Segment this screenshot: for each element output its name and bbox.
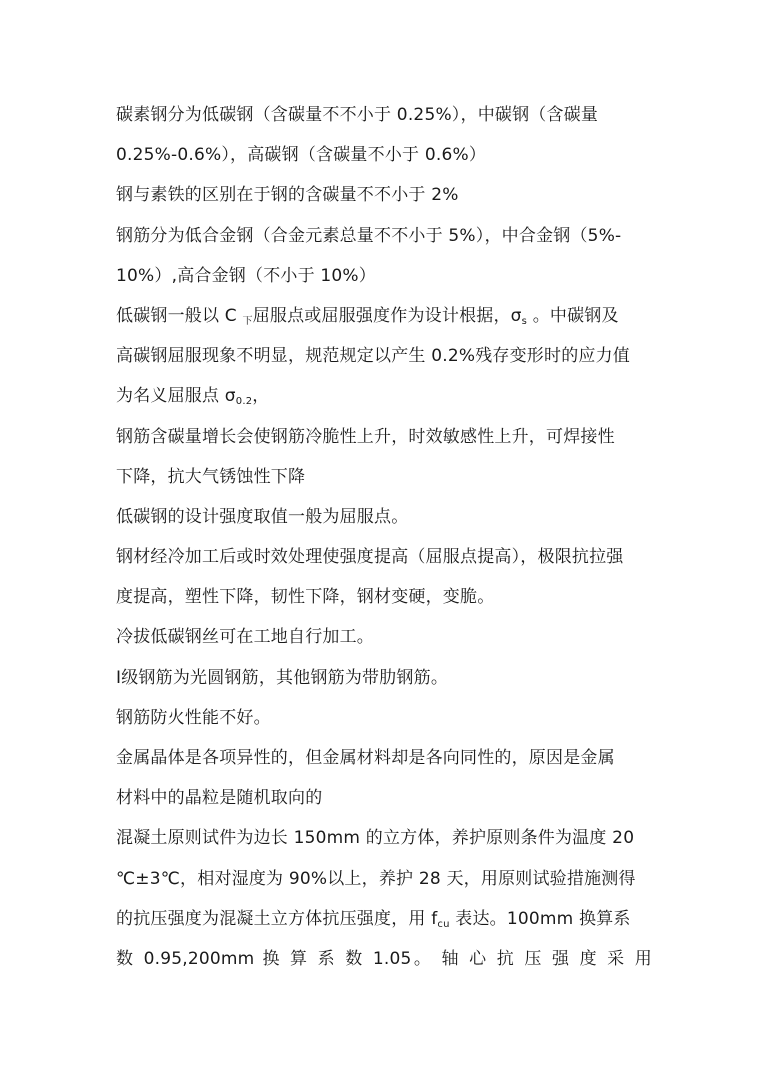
text: 屈服点或屈服强度作为设计根据，σ: [252, 305, 522, 326]
text-line-fcu: [116, 905, 652, 945]
text: 为名义屈服点 σ: [116, 386, 236, 407]
text-line: 度提高，塑性下降，韧性下降，钢材变硬，变脆。: [116, 587, 495, 608]
text-line: 冷拔低碳钢丝可在工地自行加工。: [116, 627, 374, 648]
text-line: Ⅰ级钢筋为光圆钢筋，其他钢筋为带肋钢筋。: [116, 667, 449, 688]
text-line: 钢筋分为低合金钢（合金元素总量不不小于 5%），中合金钢（5%-: [116, 225, 622, 246]
subscript: s: [521, 315, 528, 327]
text: ，: [252, 386, 270, 407]
subscript: 下: [242, 315, 253, 327]
text-line: ℃±3℃，相对湿度为 90%以上，养护 28 天，用原则试验措施测得: [116, 868, 636, 889]
text-line-yield-basis: [116, 302, 652, 342]
text-line: 钢筋防火性能不好。: [116, 707, 271, 728]
text-line: 金属晶体是各项异性的，但金属材料却是各向同性的，原因是金属: [116, 748, 615, 768]
text-line: 混凝土原则试件为边长 150mm 的立方体，养护原则条件为温度 20: [116, 828, 635, 849]
text-line: 下降，抗大气锈蚀性下降: [116, 466, 306, 487]
text-line: 低碳钢的设计强度取值一般为屈服点。: [116, 506, 409, 527]
text: 。中碳钢及: [527, 305, 619, 326]
text-line: 钢与素铁的区别在于钢的含碳量不不小于 2%: [116, 185, 459, 206]
text-line: 钢材经冷加工后或时效处理使强度提高（屈服点提高），极限抗拉强: [116, 547, 624, 568]
text-line: 数 0.95,200mm 换 算 系 数 1.05。 轴 心 抗 压 强 度 采 用: [116, 948, 652, 969]
text-line: 0.25%-0.6%），高碳钢（含碳量不小于 0.6%）: [116, 145, 487, 166]
subscript: cu: [437, 918, 450, 930]
text-line-nominal-yield: [116, 382, 652, 422]
text-line: 碳素钢分为低碳钢（含碳量不不小于 0.25%），中碳钢（含碳量: [116, 105, 599, 125]
text: 的抗压强度为混凝土立方体抗压强度，用 f: [116, 908, 438, 929]
text-line: 10%）,高合金钢（不小于 10%）: [116, 265, 376, 286]
text-line: 材料中的晶粒是随机取向的: [116, 788, 323, 809]
text: 低碳钢一般以 C: [116, 305, 243, 326]
text-line: 高碳钢屈服现象不明显，规范规定以产生 0.2%残存变形时的应力值: [116, 346, 630, 367]
text-line: 钢筋含碳量增长会使钢筋冷脆性上升，时效敏感性上升，可焊接性: [116, 426, 615, 447]
document-page: [116, 101, 652, 985]
subscript: 0.2: [235, 396, 253, 408]
text: 表达。100mm 换算系: [449, 908, 631, 929]
